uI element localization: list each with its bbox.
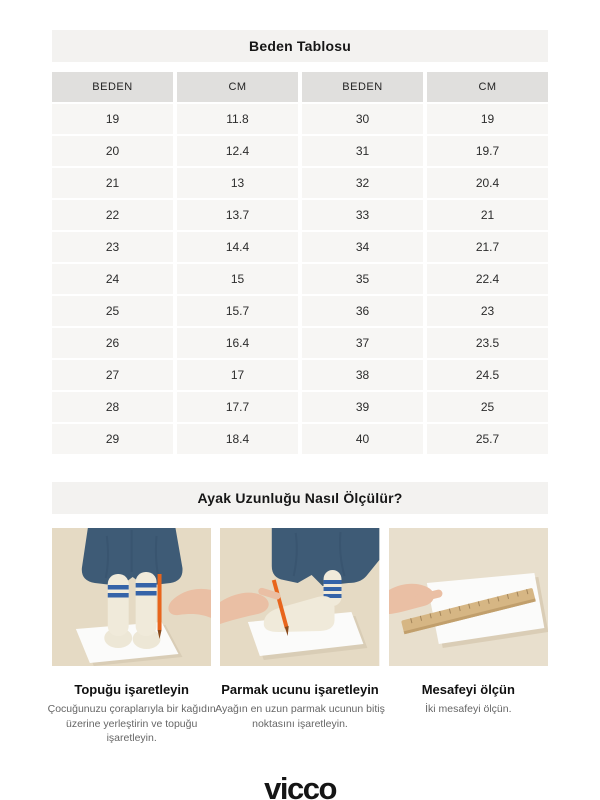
table-cell: 21 bbox=[427, 200, 548, 230]
table-cell: 38 bbox=[302, 360, 423, 390]
table-cell: 16.4 bbox=[177, 328, 298, 358]
table-cell: 25 bbox=[427, 392, 548, 422]
table-cell: 23 bbox=[427, 296, 548, 326]
step-description: Ayağın en uzun parmak ucunun bitiş noktasını işaretleyin. bbox=[215, 703, 385, 730]
table-cell: 31 bbox=[302, 136, 423, 166]
table-cell: 13 bbox=[177, 168, 298, 198]
brand-footer bbox=[52, 772, 548, 800]
measure-step-distance bbox=[389, 528, 548, 746]
step-title: Mesafeyi ölçün bbox=[421, 682, 515, 697]
measure-step-toe bbox=[215, 528, 385, 746]
measure-step-heel bbox=[47, 528, 216, 746]
table-cell: 21 bbox=[52, 168, 173, 198]
ruler-measuring-illustration bbox=[389, 528, 548, 666]
table-cell: 23.5 bbox=[427, 328, 548, 358]
table-cell: 26 bbox=[52, 328, 173, 358]
table-cell: 22.4 bbox=[427, 264, 548, 294]
table-cell: 20 bbox=[52, 136, 173, 166]
table-cell: 15 bbox=[177, 264, 298, 294]
table-header-cell: CM bbox=[427, 72, 548, 102]
size-table-title: Beden Tablosu bbox=[249, 38, 351, 54]
table-cell: 22 bbox=[52, 200, 173, 230]
size-table-title-bar bbox=[52, 30, 548, 62]
table-cell: 15.7 bbox=[177, 296, 298, 326]
table-cell: 32 bbox=[302, 168, 423, 198]
table-cell: 25.7 bbox=[427, 424, 548, 454]
table-cell: 19.7 bbox=[427, 136, 548, 166]
table-cell: 30 bbox=[302, 104, 423, 134]
table-cell: 25 bbox=[52, 296, 173, 326]
toe-marking-illustration bbox=[220, 528, 379, 666]
table-cell: 33 bbox=[302, 200, 423, 230]
table-cell: 21.7 bbox=[427, 232, 548, 262]
table-cell: 39 bbox=[302, 392, 423, 422]
size-table bbox=[52, 72, 548, 454]
table-cell: 27 bbox=[52, 360, 173, 390]
table-cell: 20.4 bbox=[427, 168, 548, 198]
table-cell: 28 bbox=[52, 392, 173, 422]
table-cell: 18.4 bbox=[177, 424, 298, 454]
table-cell: 13.7 bbox=[177, 200, 298, 230]
table-cell: 19 bbox=[52, 104, 173, 134]
table-cell: 23 bbox=[52, 232, 173, 262]
table-header-cell: BEDEN bbox=[302, 72, 423, 102]
table-cell: 17.7 bbox=[177, 392, 298, 422]
vicco-logo: vicco bbox=[264, 771, 336, 800]
table-cell: 24.5 bbox=[427, 360, 548, 390]
table-header-cell: BEDEN bbox=[52, 72, 173, 102]
step-title: Topuğu işaretleyin bbox=[74, 682, 189, 697]
step-description: Çocuğunuzu çoraplarıyla bir kağıdın üzerine yerleştirin ve topuğu işaretleyin. bbox=[47, 703, 216, 745]
table-cell: 34 bbox=[302, 232, 423, 262]
table-header-cell: CM bbox=[177, 72, 298, 102]
measure-section-title: Ayak Uzunluğu Nasıl Ölçülür? bbox=[197, 490, 403, 506]
step-description: İki mesafeyi ölçün. bbox=[425, 703, 512, 715]
step-title: Parmak ucunu işaretleyin bbox=[221, 682, 379, 697]
table-cell: 36 bbox=[302, 296, 423, 326]
table-cell: 40 bbox=[302, 424, 423, 454]
table-cell: 17 bbox=[177, 360, 298, 390]
table-cell: 24 bbox=[52, 264, 173, 294]
table-cell: 19 bbox=[427, 104, 548, 134]
heel-marking-illustration bbox=[52, 528, 211, 666]
table-cell: 14.4 bbox=[177, 232, 298, 262]
measure-title-bar bbox=[52, 482, 548, 514]
table-cell: 11.8 bbox=[177, 104, 298, 134]
table-cell: 29 bbox=[52, 424, 173, 454]
measure-steps bbox=[47, 528, 548, 746]
table-cell: 12.4 bbox=[177, 136, 298, 166]
pencil bbox=[158, 574, 162, 630]
table-cell: 35 bbox=[302, 264, 423, 294]
table-cell: 37 bbox=[302, 328, 423, 358]
